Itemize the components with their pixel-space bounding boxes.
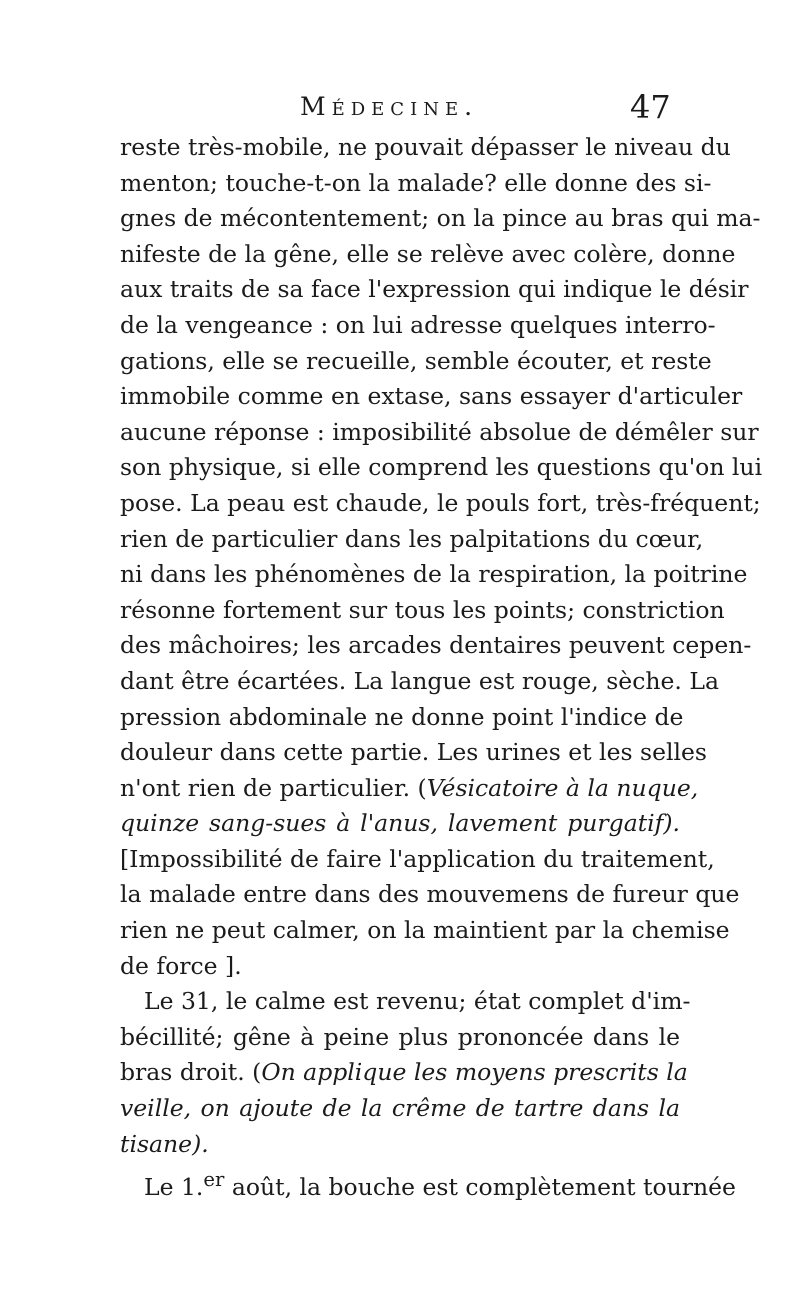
text-line: pression abdominale ne donne point l'indice de: [120, 702, 684, 731]
text-line: aux traits de sa face l'expression qui indique le désir: [120, 275, 749, 304]
text-line: douleur dans cette partie. Les urines et les selles: [120, 738, 707, 767]
running-title: Médecine.: [300, 92, 479, 121]
superscript: er: [203, 1168, 225, 1192]
text-line: menton; touche-t-on la malade? elle donne des si-: [120, 168, 712, 197]
text-line: [120, 1055, 688, 1091]
text-line: rien ne peut calmer, on la maintient par la chemise: [120, 916, 730, 945]
text-line: reste très-mobile, ne pouvait dépasser le niveau du: [120, 133, 731, 161]
text-italic: Vésicatoire à la nuque,: [426, 773, 699, 802]
text-line: ni dans les phénomènes de la respiration, la poitrine: [120, 560, 748, 589]
text-line-italic: quinze sang-sues à l'anus, lavement purgatif).: [120, 809, 680, 838]
text-line: résonne fortement sur tous les points; constriction: [120, 595, 725, 624]
text-line: [120, 1162, 736, 1202]
text-line: [Impossibilité de faire l'application du traitement,: [120, 844, 715, 873]
text-line: [120, 771, 699, 807]
text-line: pose. La peau est chaude, le pouls fort, très-fréquent;: [120, 488, 761, 517]
text-line: la malade entre dans des mouvemens de fureur que: [120, 880, 740, 909]
text-line: de la vengeance : on lui adresse quelques interro-: [120, 310, 716, 339]
text-line: gnes de mécontentement; on la pince au bras qui ma-: [120, 204, 761, 233]
text-line: son physique, si elle comprend les questions qu'on lui: [120, 453, 763, 482]
text-line: des mâchoires; les arcades dentaires peuvent cepen-: [120, 631, 752, 660]
text-line: bécillité; gêne à peine plus prononcée dans le: [120, 1022, 680, 1051]
text-roman: Le 1.: [144, 1173, 204, 1202]
text-line: aucune réponse : imposibilité absolue de démêler sur: [120, 417, 759, 446]
text-line: rien de particulier dans les palpitations du cœur,: [120, 524, 704, 553]
text-italic: On applique les moyens prescrits la: [261, 1058, 688, 1087]
text-roman: août, la bouche est complètement tournée: [224, 1173, 736, 1202]
body-text: [120, 130, 763, 1202]
text-line: de force ].: [120, 951, 242, 980]
text-line: gations, elle se recueille, semble écouter, et reste: [120, 346, 712, 375]
page-number: 47: [630, 88, 671, 126]
text-roman: n'ont rien de particulier. (: [120, 773, 427, 802]
text-line: dant être écartées. La langue est rouge, sèche. La: [120, 666, 719, 695]
text-line: nifeste de la gêne, elle se relève avec colère, donne: [120, 239, 736, 268]
text-line-italic: veille, on ajoute de la crême de tartre dans la: [120, 1094, 680, 1123]
text-line: Le 31, le calme est revenu; état complet d'im-: [144, 987, 691, 1016]
text-line: immobile comme en extase, sans essayer d'articuler: [120, 382, 743, 411]
text-roman: bras droit. (: [120, 1058, 262, 1087]
text-line-italic: tisane).: [120, 1129, 209, 1158]
